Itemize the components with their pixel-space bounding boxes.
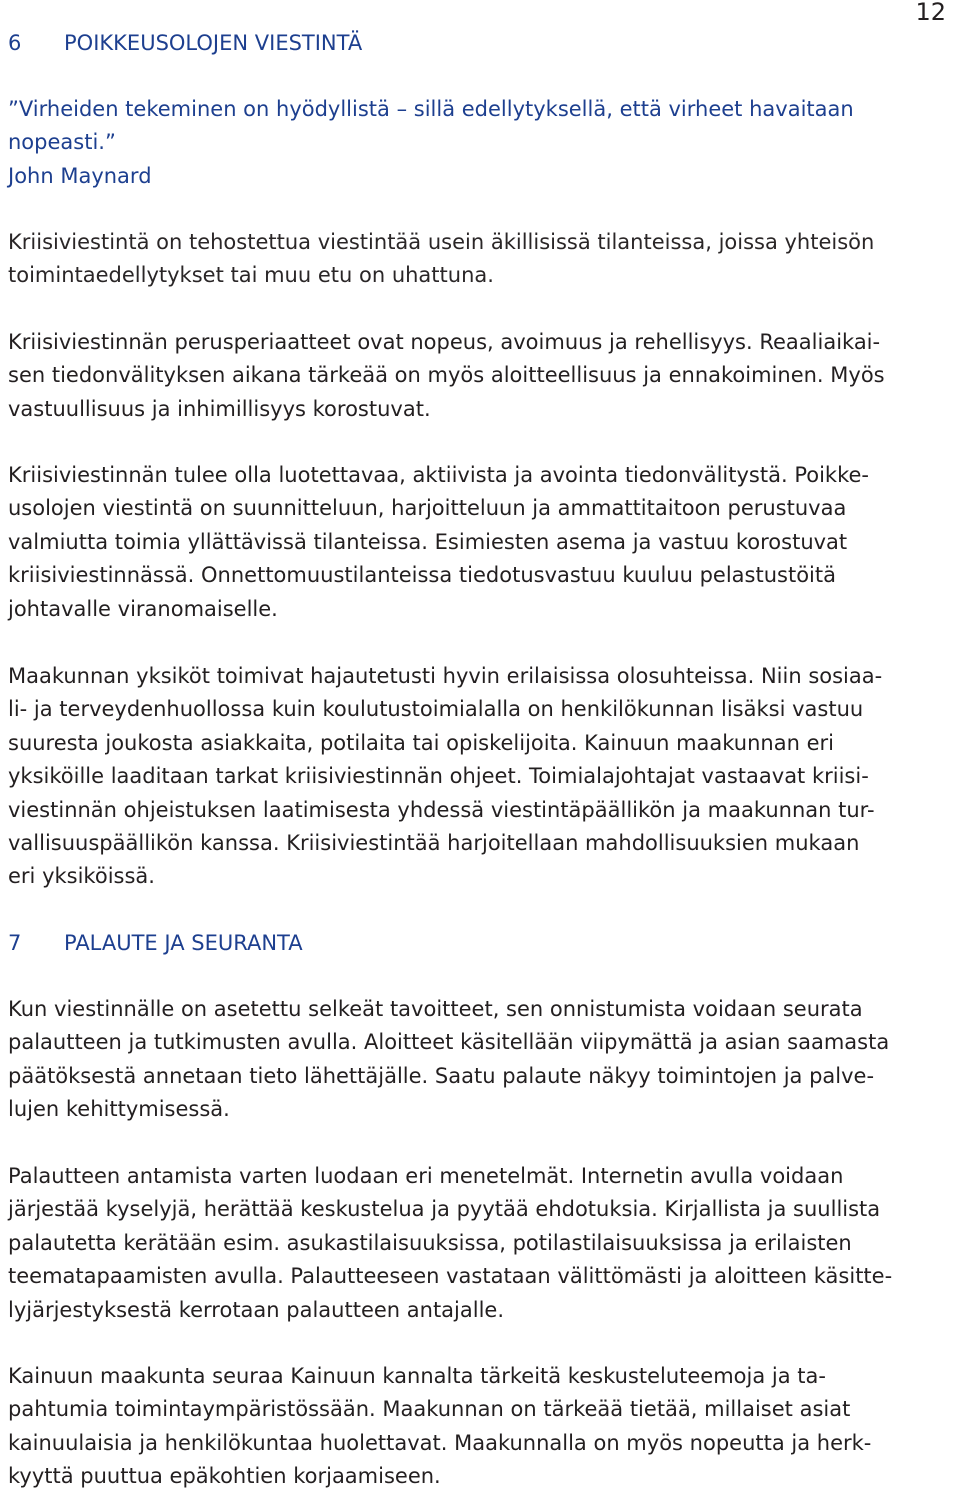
paragraph-line: järjestää kyselyjä, herättää keskustelua ja pyytää ehdotuksia. Kirjallista ja suullista [8, 1197, 881, 1222]
quote-author: John Maynard [8, 163, 152, 188]
paragraph-feedback-goals [8, 993, 952, 1127]
section-7-number: 7 [8, 931, 22, 955]
paragraph-crisis-definition [8, 226, 952, 293]
quote-line: nopeasti.” [8, 130, 116, 155]
paragraph-line: lyjärjestyksestä kerrotaan palautteen antajalle. [8, 1297, 505, 1322]
section-6-number: 6 [8, 31, 22, 55]
paragraph-line: Kriisiviestintä on tehostettua viestintää usein äkillisissä tilanteissa, joissa yhteisön [8, 230, 875, 254]
paragraph-line: teematapaamisten avulla. Palautteeseen vastataan välittömästi ja aloitteen käsitte- [8, 1264, 893, 1289]
paragraph-line: vastuullisuus ja inhimillisyys korostuvat. [8, 396, 431, 421]
paragraph-line: Kriisiviestinnän tulee olla luotettavaa, aktiivista ja avointa tiedonvälitystä. Poikke- [8, 463, 869, 487]
paragraph-line: kainuulaisia ja henkilökuntaa huolettavat. Maakunnalla on myös nopeutta ja herk- [8, 1430, 872, 1455]
paragraph-line: Kun viestinnälle on asetettu selkeät tavoitteet, sen onnistumista voidaan seurata [8, 997, 863, 1021]
page-number: 12 [915, 0, 946, 26]
paragraph-line: kyyttä puuttua epäkohtien korjaamiseen. [8, 1464, 441, 1489]
paragraph-line: li- ja terveydenhuollossa kuin koulutustoimialalla on henkilökunnan lisäksi vastuu [8, 697, 864, 722]
section-6-title: POIKKEUSOLOJEN VIESTINTÄ [64, 31, 363, 55]
section-7-title: PALAUTE JA SEURANTA [64, 931, 303, 955]
paragraph-line: toimintaedellytykset tai muu etu on uhattuna. [8, 263, 494, 288]
epigraph-quote [8, 93, 952, 193]
paragraph-line: päätöksestä annetaan tieto lähettäjälle. Saatu palaute näkyy toimintojen ja palve- [8, 1063, 875, 1088]
paragraph-feedback-methods [8, 1160, 952, 1327]
paragraph-line: suuresta joukosta asiakkaita, potilaita tai opiskelijoita. Kainuun maakunnan eri [8, 730, 834, 755]
paragraph-line: Palautteen antamista varten luodaan eri menetelmät. Internetin avulla voidaan [8, 1164, 844, 1188]
paragraph-monitoring [8, 1360, 952, 1494]
paragraph-line: palautteen ja tutkimusten avulla. Aloitteet käsitellään viipymättä ja asian saamasta [8, 1030, 890, 1055]
paragraph-line: Kainuun maakunta seuraa Kainuun kannalta tärkeitä keskusteluteemoja ja ta- [8, 1364, 826, 1388]
paragraph-line: kriisiviestinnässä. Onnettomuustilanteissa tiedotusvastuu kuuluu pelastustöitä [8, 563, 836, 588]
paragraph-reliability [8, 459, 952, 626]
paragraph-line: lujen kehittymisessä. [8, 1097, 230, 1122]
quote-line: ”Virheiden tekeminen on hyödyllistä – sillä edellytyksellä, että virheet havaitaan [8, 97, 854, 121]
paragraph-line: usolojen viestintä on suunnitteluun, harjoitteluun ja ammattitaitoon perustuvaa [8, 496, 847, 521]
section-6-heading [8, 29, 362, 57]
section-7-heading [8, 929, 303, 957]
paragraph-principles [8, 326, 952, 426]
paragraph-line: vallisuuspäällikön kanssa. Kriisiviestintää harjoitellaan mahdollisuuksien mukaan [8, 831, 860, 856]
paragraph-units [8, 660, 952, 894]
paragraph-line: johtavalle viranomaiselle. [8, 596, 278, 621]
paragraph-line: yksiköille laaditaan tarkat kriisiviestinnän ohjeet. Toimialajohtajat vastaavat kriisi- [8, 764, 869, 789]
paragraph-line: pahtumia toimintaympäristössään. Maakunnan on tärkeää tietää, millaiset asiat [8, 1397, 851, 1422]
paragraph-line: eri yksiköissä. [8, 864, 155, 889]
paragraph-line: valmiutta toimia yllättävissä tilanteissa. Esimiesten asema ja vastuu korostuvat [8, 529, 848, 554]
paragraph-line: sen tiedonvälityksen aikana tärkeää on myös aloitteellisuus ja ennakoiminen. Myös [8, 363, 885, 388]
paragraph-line: palautetta kerätään esim. asukastilaisuuksissa, potilastilaisuuksissa ja erilaisten [8, 1230, 852, 1255]
paragraph-line: viestinnän ohjeistuksen laatimisesta yhdessä viestintäpäällikön ja maakunnan tur- [8, 797, 875, 822]
paragraph-line: Kriisiviestinnän perusperiaatteet ovat nopeus, avoimuus ja rehellisyys. Reaaliaikai- [8, 330, 881, 354]
paragraph-line: Maakunnan yksiköt toimivat hajautetusti hyvin erilaisissa olosuhteissa. Niin sosiaa- [8, 664, 883, 688]
